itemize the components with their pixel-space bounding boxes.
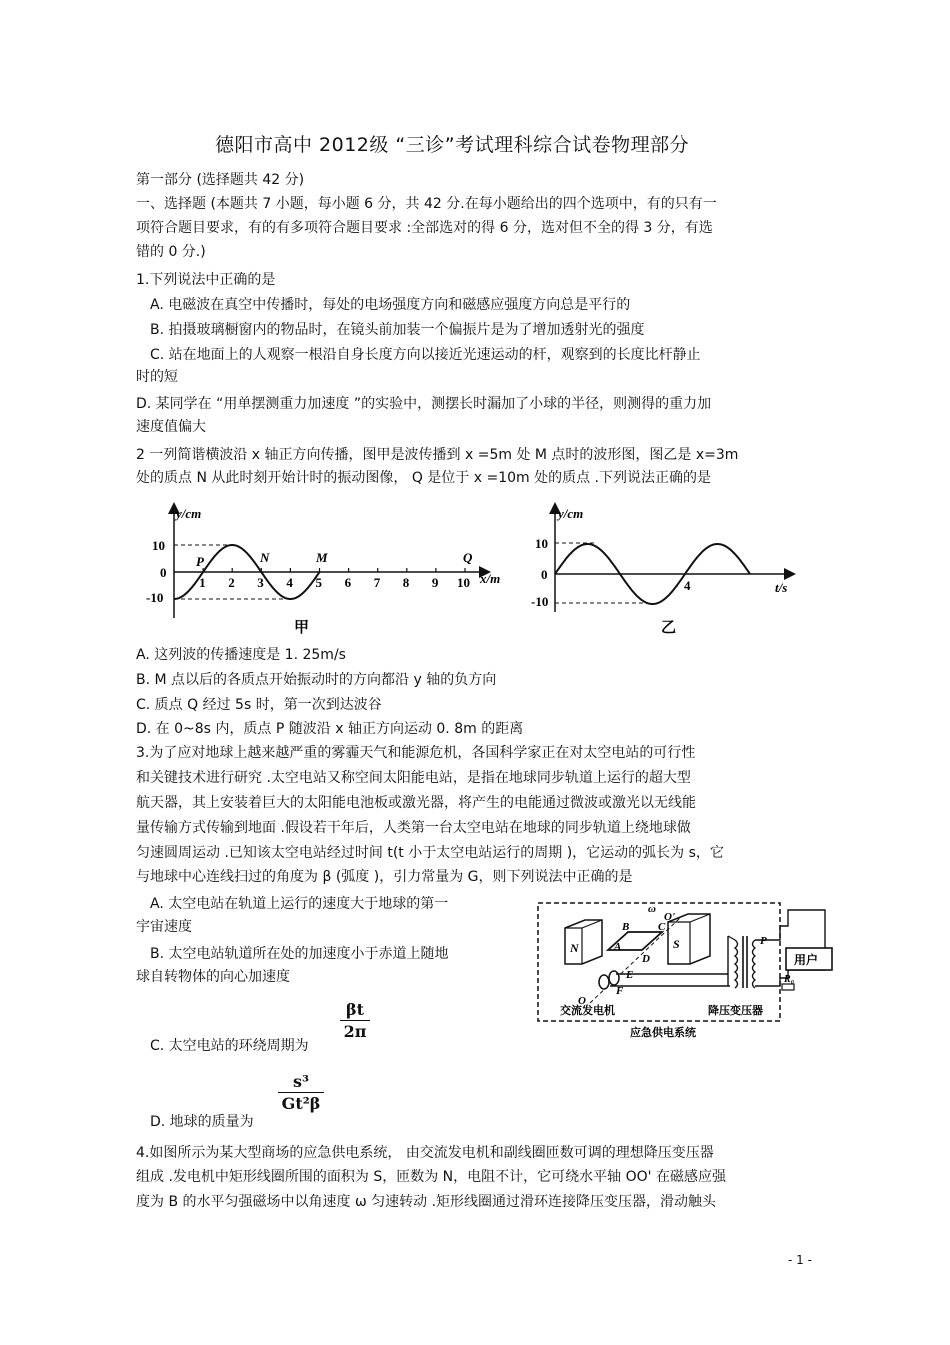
generator-label: 交流发电机 — [560, 1005, 615, 1017]
magnet-n — [565, 920, 602, 964]
instructions-line-1: 一、选择题 (本题共 7 小题，每小题 6 分，共 42 分.在每小题给出的四个选项中，有的只有一 — [136, 196, 717, 212]
q3-c-numerator: βt — [345, 1000, 364, 1019]
q3-option-a-line2: 宇宙速度 — [136, 919, 192, 935]
label-c: C — [658, 921, 666, 933]
jia-xtick-label: 7 — [373, 575, 381, 590]
label-r0: R₀ — [784, 974, 795, 985]
q4-line-1: 4.如图所示为某大型商场的应急供电系统， 由交流发电机和副线圈匝数可调的理想降压变压器 — [136, 1145, 714, 1161]
q3-c-denominator: 2π — [343, 1022, 367, 1041]
label-b: B — [622, 921, 630, 933]
graph-yi — [525, 500, 810, 640]
label-o: O — [578, 995, 586, 1007]
user-label: 用户 — [794, 953, 819, 967]
q3-option-b-line2: 球自转物体的向心加速度 — [136, 969, 290, 985]
system-label: 应急供电系统 — [630, 1027, 696, 1039]
q2-option-a: A. 这列波的传播速度是 1. 25m/s — [136, 647, 346, 663]
q1-stem: 1.下列说法中正确的是 — [136, 272, 276, 288]
yi-ytick-neg10: -10 — [531, 594, 549, 609]
q2-option-d: D. 在 0~8s 内，质点 P 随波沿 x 轴正方向运动 0. 8m 的距离 — [136, 721, 524, 737]
label-omega: ω — [648, 903, 656, 915]
jia-point-m: M — [316, 550, 328, 565]
jia-point-q: Q — [463, 550, 473, 565]
svg-text:N: N — [570, 941, 579, 955]
graph-jia — [140, 500, 510, 640]
q3-line-6: 与地球中心连线扫过的角度为 β (弧度 )，引力常量为 G，则下列说法中正确的是 — [136, 869, 633, 885]
jia-xtick-label: 10 — [457, 575, 470, 590]
q3-line-5: 匀速圆周运动 .已知该太空电站经过时间 t(t 小于太空电站运行的周期 )，它运动的弧长为 s，它 — [136, 845, 724, 861]
step-down-transformer — [728, 935, 767, 988]
q3-d-numerator: s³ — [292, 1072, 309, 1091]
jia-xtick-label: 1 — [199, 575, 206, 590]
jia-ylabel: y/cm — [176, 506, 202, 521]
q2-option-c: C. 质点 Q 经过 5s 时，第一次到达波谷 — [136, 697, 382, 713]
q2-stem-line2: 处的质点 N 从此时刻开始计时的振动图像， Q 是位于 x =10m 处的质点 .下列说法正确的是 — [136, 470, 712, 486]
instructions-line-2: 项符合题目要求，有的有多项符合题目要求 :全部选对的得 6 分，选对但不全的得 3 分，有选 — [136, 220, 713, 236]
page-title: 德阳市高中 2012级 “三诊”考试理科综合试卷物理部分 — [215, 134, 690, 156]
label-e: E — [626, 969, 634, 981]
svg-text:P: P — [760, 935, 767, 947]
q3-option-c: C. 太空电站的环绕周期为 — [150, 1038, 309, 1054]
jia-point-p: P — [196, 554, 204, 569]
jia-xtick-label: 9 — [431, 575, 439, 590]
label-f: F — [616, 985, 624, 997]
jia-ytick-neg10: -10 — [146, 590, 164, 605]
jia-xtick-label: 3 — [257, 575, 264, 590]
rotation-axis — [590, 918, 680, 1003]
q2-option-b: B. M 点以后的各质点开始振动时的方向都沿 y 轴的负方向 — [136, 672, 497, 688]
instructions-line-3: 错的 0 分.) — [136, 244, 206, 260]
q3-line-4: 量传输方式传输到地面 .假设若干年后，人类第一台太空电站在地球的同步轨道上绕地球做 — [136, 820, 691, 836]
q1-option-c-line2: 时的短 — [136, 369, 178, 385]
jia-xtick-label: 4 — [286, 575, 293, 590]
label-d: D — [642, 953, 650, 965]
yi-caption: 乙 — [661, 620, 677, 636]
jia-caption: 甲 — [294, 620, 310, 636]
slip-ring-1 — [599, 975, 609, 989]
q1-option-b: B. 拍摄玻璃橱窗内的物品时，在镜头前加装一个偏振片是为了增加透射光的强度 — [150, 322, 645, 338]
jia-ytick-10: 10 — [152, 538, 165, 553]
q4-line-2: 组成 .发电机中矩形线圈所围的面积为 S，匝数为 N，电阻不计，它可绕水平轴 OO' 在磁感应强 — [136, 1169, 726, 1185]
yi-ylabel: y/cm — [558, 506, 584, 521]
q3-line-3: 航天器，其上安装着巨大的太阳能电池板或激光器，将产生的电能通过微波或激光以无线能 — [136, 795, 696, 811]
q1-option-a: A. 电磁波在真空中传播时，每处的电场强度方向和磁感应强度方向总是平行的 — [150, 297, 631, 313]
q1-option-c-line1: C. 站在地面上的人观察一根沿自身长度方向以接近光速运动的杆，观察到的长度比杆静止 — [150, 347, 701, 363]
jia-point-n: N — [260, 550, 270, 565]
q3-option-b-line1: B. 太空电站轨道所在处的加速度小于赤道上随地 — [150, 946, 449, 962]
yi-ytick-0: 0 — [541, 567, 548, 582]
label-a: A — [614, 941, 622, 953]
q3-option-a-line1: A. 太空电站在轨道上运行的速度大于地球的第一 — [150, 896, 449, 912]
slip-ring-2 — [609, 971, 619, 985]
jia-ytick-0: 0 — [160, 565, 167, 580]
yi-ytick-10: 10 — [535, 536, 548, 551]
q3-option-d-fraction — [278, 1072, 324, 1113]
jia-xtick-label: 5 — [315, 575, 322, 590]
q3-d-denominator: Gt²β — [281, 1094, 321, 1113]
q3-option-d: D. 地球的质量为 — [150, 1114, 254, 1130]
q2-stem-line1: 2 一列简谐横波沿 x 轴正方向传播，图甲是波传播到 x =5m 处 M 点时的波形图，图乙是 x=3m — [136, 447, 739, 463]
transformer-label: 降压变压器 — [708, 1005, 763, 1017]
q3-option-c-fraction — [340, 1000, 370, 1041]
label-o-prime: O' — [664, 911, 675, 923]
jia-xtick-label: 8 — [402, 575, 410, 590]
jia-xtick-label: 2 — [228, 575, 235, 590]
emergency-power-diagram — [530, 898, 845, 1043]
svg-text:S: S — [673, 937, 680, 951]
section-heading: 第一部分 (选择题共 42 分) — [136, 172, 305, 188]
jia-xtick-label: 6 — [344, 575, 352, 590]
q3-line-1: 3.为了应对地球上越来越严重的雾霾天气和能源危机，各国科学家正在对太空电站的可行性 — [136, 745, 696, 761]
jia-xlabel: x/m — [480, 571, 501, 586]
yi-xtick-4: 4 — [684, 578, 691, 593]
q1-option-d-line1: D. 某同学在 “用单摆测重力加速度 ”的实验中，测摆长时漏加了小球的半径，则测得的重力加 — [136, 396, 712, 412]
q4-line-3: 度为 B 的水平匀强磁场中以角速度 ω 匀速转动 .矩形线圈通过滑环连接降压变压器，滑动触头 — [136, 1194, 717, 1210]
page-number: - 1 - — [788, 1253, 812, 1267]
q1-option-d-line2: 速度值偏大 — [136, 419, 206, 435]
q3-line-2: 和关键技术进行研究 .太空电站又称空间太阳能电站，是指在地球同步轨道上运行的超大型 — [136, 770, 691, 786]
yi-xlabel: t/s — [775, 580, 788, 595]
